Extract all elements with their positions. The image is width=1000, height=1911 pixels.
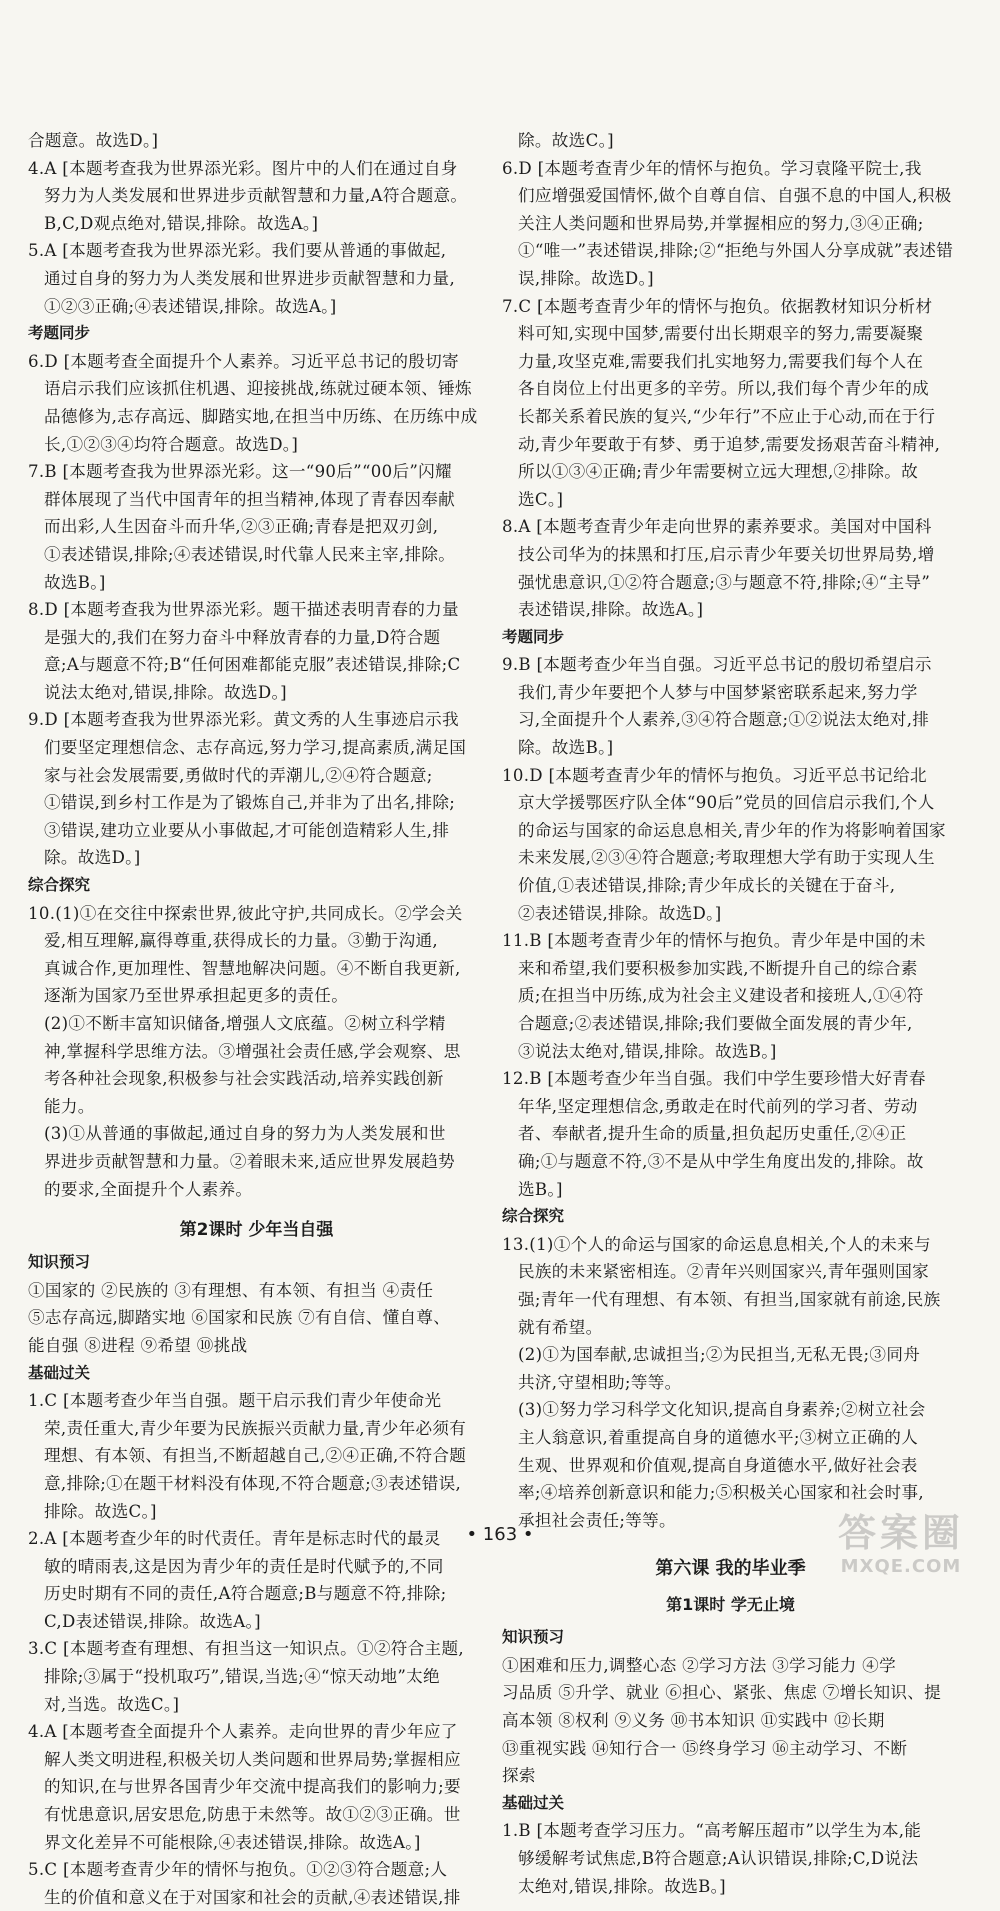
text-line: (2)①不断丰富知识储备,增强人文底蕴。②树立科学精 xyxy=(44,1014,446,1033)
text-line: 习品质 ⑤升学、就业 ⑥担心、紧张、焦虑 ⑦增长知识、提 xyxy=(502,1683,942,1703)
text-line: 能自强 ⑧进程 ⑨希望 ⑩挑战 xyxy=(28,1335,248,1355)
text-line: 2.A [本题考查少年的时代责任。青年是标志时代的最灵 xyxy=(28,1529,441,1549)
text-line: 承担社会责任;等等。 xyxy=(518,1510,676,1530)
section-heading: 基础过关 xyxy=(28,1363,91,1382)
text-line: 生观、世界观和价值观,提高自身道德水平,做好社会表 xyxy=(518,1455,918,1475)
text-line: 11.B [本题考查青少年的情怀与抱负。青少年是中国的未 xyxy=(502,931,926,951)
text-line: 神,掌握科学思维方法。③增强社会责任感,学会观察、思 xyxy=(44,1041,461,1061)
text-line: 荣,责任重大,青少年要为民族振兴贡献力量,青少年必须有 xyxy=(44,1418,467,1438)
text-line: 群体展现了当代中国青年的担当精神,体现了青春因奉献 xyxy=(44,489,456,509)
text-line: 9.D [本题考查我为世界添光彩。黄文秀的人生事迹启示我 xyxy=(28,710,459,730)
text-line: 探索 xyxy=(502,1766,536,1786)
lesson-title: 第1课时 学无止境 xyxy=(666,1595,795,1615)
text-line: 习,全面提升个人素养,③④符合题意;①②说法太绝对,排 xyxy=(518,710,930,730)
text-line: 4.A [本题考查全面提升个人素养。走向世界的青少年应了 xyxy=(28,1722,458,1742)
text-line: C,D表述错误,排除。故选A。] xyxy=(44,1611,261,1631)
text-line: 故选B。] xyxy=(44,572,106,592)
text-line: 未来发展,②③④符合题意;考取理想大学有助于实现人生 xyxy=(518,848,935,868)
text-line: 的知识,在与世界各国青少年交流中提高我们的影响力;要 xyxy=(44,1777,461,1797)
text-line: 家与社会发展需要,勇做时代的弄潮儿,②④符合题意; xyxy=(44,765,433,785)
text-line: (2)①为国奉献,忠诚担当;②为民担当,无私无畏;③同舟 xyxy=(518,1345,921,1365)
text-line: ①“唯一”表述错误,排除;②“拒绝与外国人分享成就”表述错 xyxy=(518,241,954,261)
text-line: 9.B [本题考查少年当自强。习近平总书记的殷切希望启示 xyxy=(502,655,932,675)
text-line: 排除。故选C。] xyxy=(44,1501,157,1521)
text-line: 3.C [本题考查有理想、有担当这一知识点。①②符合主题, xyxy=(28,1639,464,1659)
text-line: 意;A与题意不符;B“任何困难都能克服”表述错误,排除;C xyxy=(44,655,461,675)
text-line: 强;青年一代有理想、有本领、有担当,国家就有前途,民族 xyxy=(518,1289,941,1309)
text-line: ③错误,建功立业要从小事做起,才可能创造精彩人生,排 xyxy=(44,820,450,840)
text-line: 努力为人类发展和世界进步贡献智慧和力量,A符合题意。 xyxy=(44,186,468,206)
text-line: 除。故选C。] xyxy=(518,131,614,150)
text-line: 的命运与国家的命运息息相关,青少年的作为将影响着国家 xyxy=(518,820,946,840)
text-line: 6.D [本题考查全面提升个人素养。习近平总书记的殷切寄 xyxy=(28,351,459,371)
text-line: 说法太绝对,错误,排除。故选D。] xyxy=(44,682,287,702)
text-line: 对,当选。故选C。] xyxy=(44,1694,180,1714)
text-line: 6.D [本题考查青少年的情怀与抱负。学习袁隆平院士,我 xyxy=(502,158,922,178)
text-line: (3)①从普通的事做起,通过自身的努力为人类发展和世 xyxy=(44,1124,446,1144)
text-line: 8.A [本题考查青少年走向世界的素养要求。美国对中国科 xyxy=(502,517,932,537)
text-line: ⑤志存高远,脚踏实地 ⑥国家和民族 ⑦有自信、懂自尊、 xyxy=(28,1308,451,1328)
section-heading: 综合探究 xyxy=(502,1207,565,1226)
text-line: 们应增强爱国情怀,做个自尊自信、自强不息的中国人,积极 xyxy=(518,186,952,206)
page-number: • 163 • xyxy=(466,1524,534,1545)
text-line: 真诚合作,更加理性、智慧地解决问题。④不断自我更新, xyxy=(44,958,461,978)
text-line: 5.A [本题考查我为世界添光彩。我们要从普通的事做起, xyxy=(28,241,447,261)
text-line: 10.(1)①在交往中探索世界,彼此守护,共同成长。②学会关 xyxy=(28,903,463,923)
text-line: 主人翁意识,着重提高自身的道德水平;③树立正确的人 xyxy=(518,1427,919,1447)
text-line: 误,排除。故选D。] xyxy=(518,268,654,288)
text-line: 语启示我们应该抓住机遇、迎接挑战,练就过硬本领、锤炼 xyxy=(44,379,472,399)
text-line: 京大学援鄂医疗队全体“90后”党员的回信启示我们,个人 xyxy=(518,793,935,813)
text-line: 长,①②③④均符合题意。故选D。] xyxy=(44,434,299,454)
section-heading: 知识预习 xyxy=(502,1628,565,1647)
text-line: 选C。] xyxy=(518,489,564,509)
text-line: 就有希望。 xyxy=(518,1317,603,1337)
text-line: ①②③正确;④表述错误,排除。故选A。] xyxy=(44,296,337,316)
text-line: 除。故选D。] xyxy=(44,848,141,868)
text-line: 1.C [本题考查少年当自强。题干启示我们青少年使命光 xyxy=(28,1391,442,1411)
lesson-title: 第2课时 少年当自强 xyxy=(179,1220,334,1241)
text-line: 确;①与题意不符,③不是从中学生角度出发的,排除。故 xyxy=(518,1151,924,1171)
text-line: 界进步贡献智慧和力量。②着眼未来,适应世界发展趋势 xyxy=(44,1151,456,1171)
text-line: ①国家的 ②民族的 ③有理想、有本领、有担当 ④责任 xyxy=(28,1280,434,1300)
text-line: 的要求,全面提升个人素养。 xyxy=(44,1179,253,1199)
right-column xyxy=(502,127,959,1900)
watermark-logo xyxy=(826,1510,976,1590)
text-line: 合题意;②表述错误,排除;我们要做全面发展的青少年, xyxy=(518,1014,913,1033)
text-line: 5.C [本题考查青少年的情怀与抱负。①②③符合题意;人 xyxy=(28,1860,448,1880)
text-line: ①困难和压力,调整心态 ②学习方法 ③学习能力 ④学 xyxy=(502,1655,896,1675)
section-heading: 考题同步 xyxy=(28,324,91,343)
text-line: 而出彩,人生因奋斗而升华,②③正确;青春是把双刃剑, xyxy=(44,517,439,537)
text-line: 所以①③④正确;青少年需要树立远大理想,②排除。故 xyxy=(518,462,919,482)
text-line: 动,青少年要敢于有梦、勇于追梦,需要发扬艰苦奋斗精神, xyxy=(518,434,941,454)
text-line: 敏的晴雨表,这是因为青少年的责任是时代赋予的,不同 xyxy=(44,1556,444,1576)
text-line: 年华,坚定理想信念,勇敢走在时代前列的学习者、劳动 xyxy=(518,1096,918,1116)
text-line: 1.B [本题考查学习压力。“高考解压超市”以学生为本,能 xyxy=(502,1821,922,1841)
text-line: 们要坚定理想信念、志存高远,努力学习,提高素质,满足国 xyxy=(44,738,467,758)
text-line: 7.B [本题考查我为世界添光彩。这一“90后”“00后”闪耀 xyxy=(28,462,452,482)
text-line: 4.A [本题考查我为世界添光彩。图片中的人们在通过自身 xyxy=(28,158,458,178)
text-line: ⑬重视实践 ⑭知行合一 ⑮终身学习 ⑯主动学习、不断 xyxy=(502,1738,908,1758)
chapter-title: 第六课 我的毕业季 xyxy=(655,1558,806,1580)
text-line: 率;④培养创新意识和能力;⑤积极关心国家和社会时事, xyxy=(518,1483,924,1503)
text-line: ③说法太绝对,错误,排除。故选B。] xyxy=(518,1041,777,1061)
text-line: ②表述错误,排除。故选D。] xyxy=(518,903,722,923)
text-line: 太绝对,错误,排除。故选B。] xyxy=(518,1876,726,1896)
section-heading: 考题同步 xyxy=(502,627,565,646)
watermark-main: 答案圈 xyxy=(837,1511,964,1555)
text-line: ①表述错误,排除;④表述错误,时代靠人民来主宰,排除。 xyxy=(44,544,456,564)
text-line: 有忧患意识,居安思危,防患于未然等。故①②③正确。世 xyxy=(44,1805,461,1825)
text-line: B,C,D观点绝对,错误,排除。故选A。] xyxy=(44,213,319,233)
text-line: 各自岗位上付出更多的辛劳。所以,我们每个青少年的成 xyxy=(518,379,930,399)
text-line: 逐渐为国家乃至世界承担起更多的责任。 xyxy=(44,986,349,1006)
watermark-sub: MXQE.COM xyxy=(840,1556,962,1577)
text-line: 历史时期有不同的责任,A符合题意;B与题意不符,排除; xyxy=(44,1584,447,1604)
text-line: 能力。 xyxy=(44,1096,95,1116)
text-line: 生的价值和意义在于对国家和社会的贡献,④表述错误,排 xyxy=(44,1887,461,1907)
text-line: 7.C [本题考查青少年的情怀与抱负。依据教材知识分析材 xyxy=(502,296,933,316)
section-heading: 知识预习 xyxy=(28,1253,91,1272)
text-line: 除。故选B。] xyxy=(518,738,614,758)
text-line: 爱,相互理解,赢得尊重,获得成长的力量。③勤于沟通, xyxy=(44,931,438,951)
text-line: 解人类文明进程,积极关切人类问题和世界局势;掌握相应 xyxy=(44,1749,461,1769)
section-heading: 基础过关 xyxy=(502,1793,565,1812)
text-line: 高本领 ⑧权利 ⑨义务 ⑩书本知识 ⑪实践中 ⑫长期 xyxy=(502,1711,885,1731)
text-line: 考各种社会现象,积极参与社会实践活动,培养实践创新 xyxy=(44,1069,444,1089)
text-line: 力量,攻坚克难,需要我们扎实地努力,需要我们每个人在 xyxy=(518,351,924,371)
text-line: 13.(1)①个人的命运与国家的命运息息相关,个人的未来与 xyxy=(502,1234,931,1254)
text-line: 选B。] xyxy=(518,1179,563,1199)
text-line: 通过自身的努力为人类发展和世界进步贡献智慧和力量, xyxy=(44,268,456,288)
text-line: 我们,青少年要把个人梦与中国梦紧密联系起来,努力学 xyxy=(518,682,918,702)
text-line: 长都关系着民族的复兴,“少年行”不应止于心动,而在于行 xyxy=(518,406,936,426)
text-line: 合题意。故选D。] xyxy=(28,131,159,150)
text-line: 强忧患意识,①②符合题意;③与题意不符,排除;④“主导” xyxy=(518,572,931,592)
text-line: 品德修为,志存高远、脚踏实地,在担当中历练、在历练中成 xyxy=(44,406,478,426)
text-line: 价值,①表述错误,排除;青少年成长的关键在于奋斗, xyxy=(518,876,896,896)
text-line: 理想、有本领、有担当,不断超越自己,②④正确,不符合题 xyxy=(44,1446,467,1466)
text-line: 是强大的,我们在努力奋斗中释放青春的力量,D符合题 xyxy=(44,627,441,647)
text-line: (3)①努力学习科学文化知识,提高自身素养;②树立社会 xyxy=(518,1400,926,1420)
text-line: 者、奉献者,提升生命的质量,担负起历史重任,②④正 xyxy=(518,1124,907,1144)
text-line: 关注人类问题和世界局势,并掌握相应的努力,③④正确; xyxy=(518,213,924,233)
text-line: 料可知,实现中国梦,需要付出长期艰辛的努力,需要凝聚 xyxy=(518,324,924,344)
section-heading: 综合探究 xyxy=(28,876,91,895)
text-line: 界文化差异不可能根除,④表述错误,排除。故选A。] xyxy=(44,1832,421,1852)
text-line: 民族的未来紧密相连。②青年兴则国家兴,青年强则国家 xyxy=(518,1262,930,1282)
text-line: 表述错误,排除。故选A。] xyxy=(518,600,704,620)
text-line: 技公司华为的抹黑和打压,启示青少年要关切世界局势,增 xyxy=(518,544,935,564)
text-line: 质;在担当中历练,成为社会主义建设者和接班人,①④符 xyxy=(518,986,924,1006)
left-column xyxy=(28,127,485,1911)
text-line: 10.D [本题考查青少年的情怀与抱负。习近平总书记给北 xyxy=(502,765,927,785)
text-line: 12.B [本题考查少年当自强。我们中学生要珍惜大好青春 xyxy=(502,1069,926,1089)
text-line: 排除;③属于“投机取巧”,错误,当选;④“惊天动地”太绝 xyxy=(44,1667,440,1687)
text-line: 来和希望,我们要积极参加实践,不断提升自己的综合素 xyxy=(518,958,918,978)
text-line: 8.D [本题考查我为世界添光彩。题干描述表明青春的力量 xyxy=(28,600,459,620)
text-line: ①错误,到乡村工作是为了锻炼自己,并非为了出名,排除; xyxy=(44,793,456,813)
text-line: 意,排除;①在题干材料没有体现,不符合题意;③表述错误, xyxy=(44,1473,462,1493)
text-line: 共济,守望相助;等等。 xyxy=(518,1372,682,1392)
text-line: 够缓解考试焦虑,B符合题意;A认识错误,排除;C,D说法 xyxy=(518,1849,919,1869)
